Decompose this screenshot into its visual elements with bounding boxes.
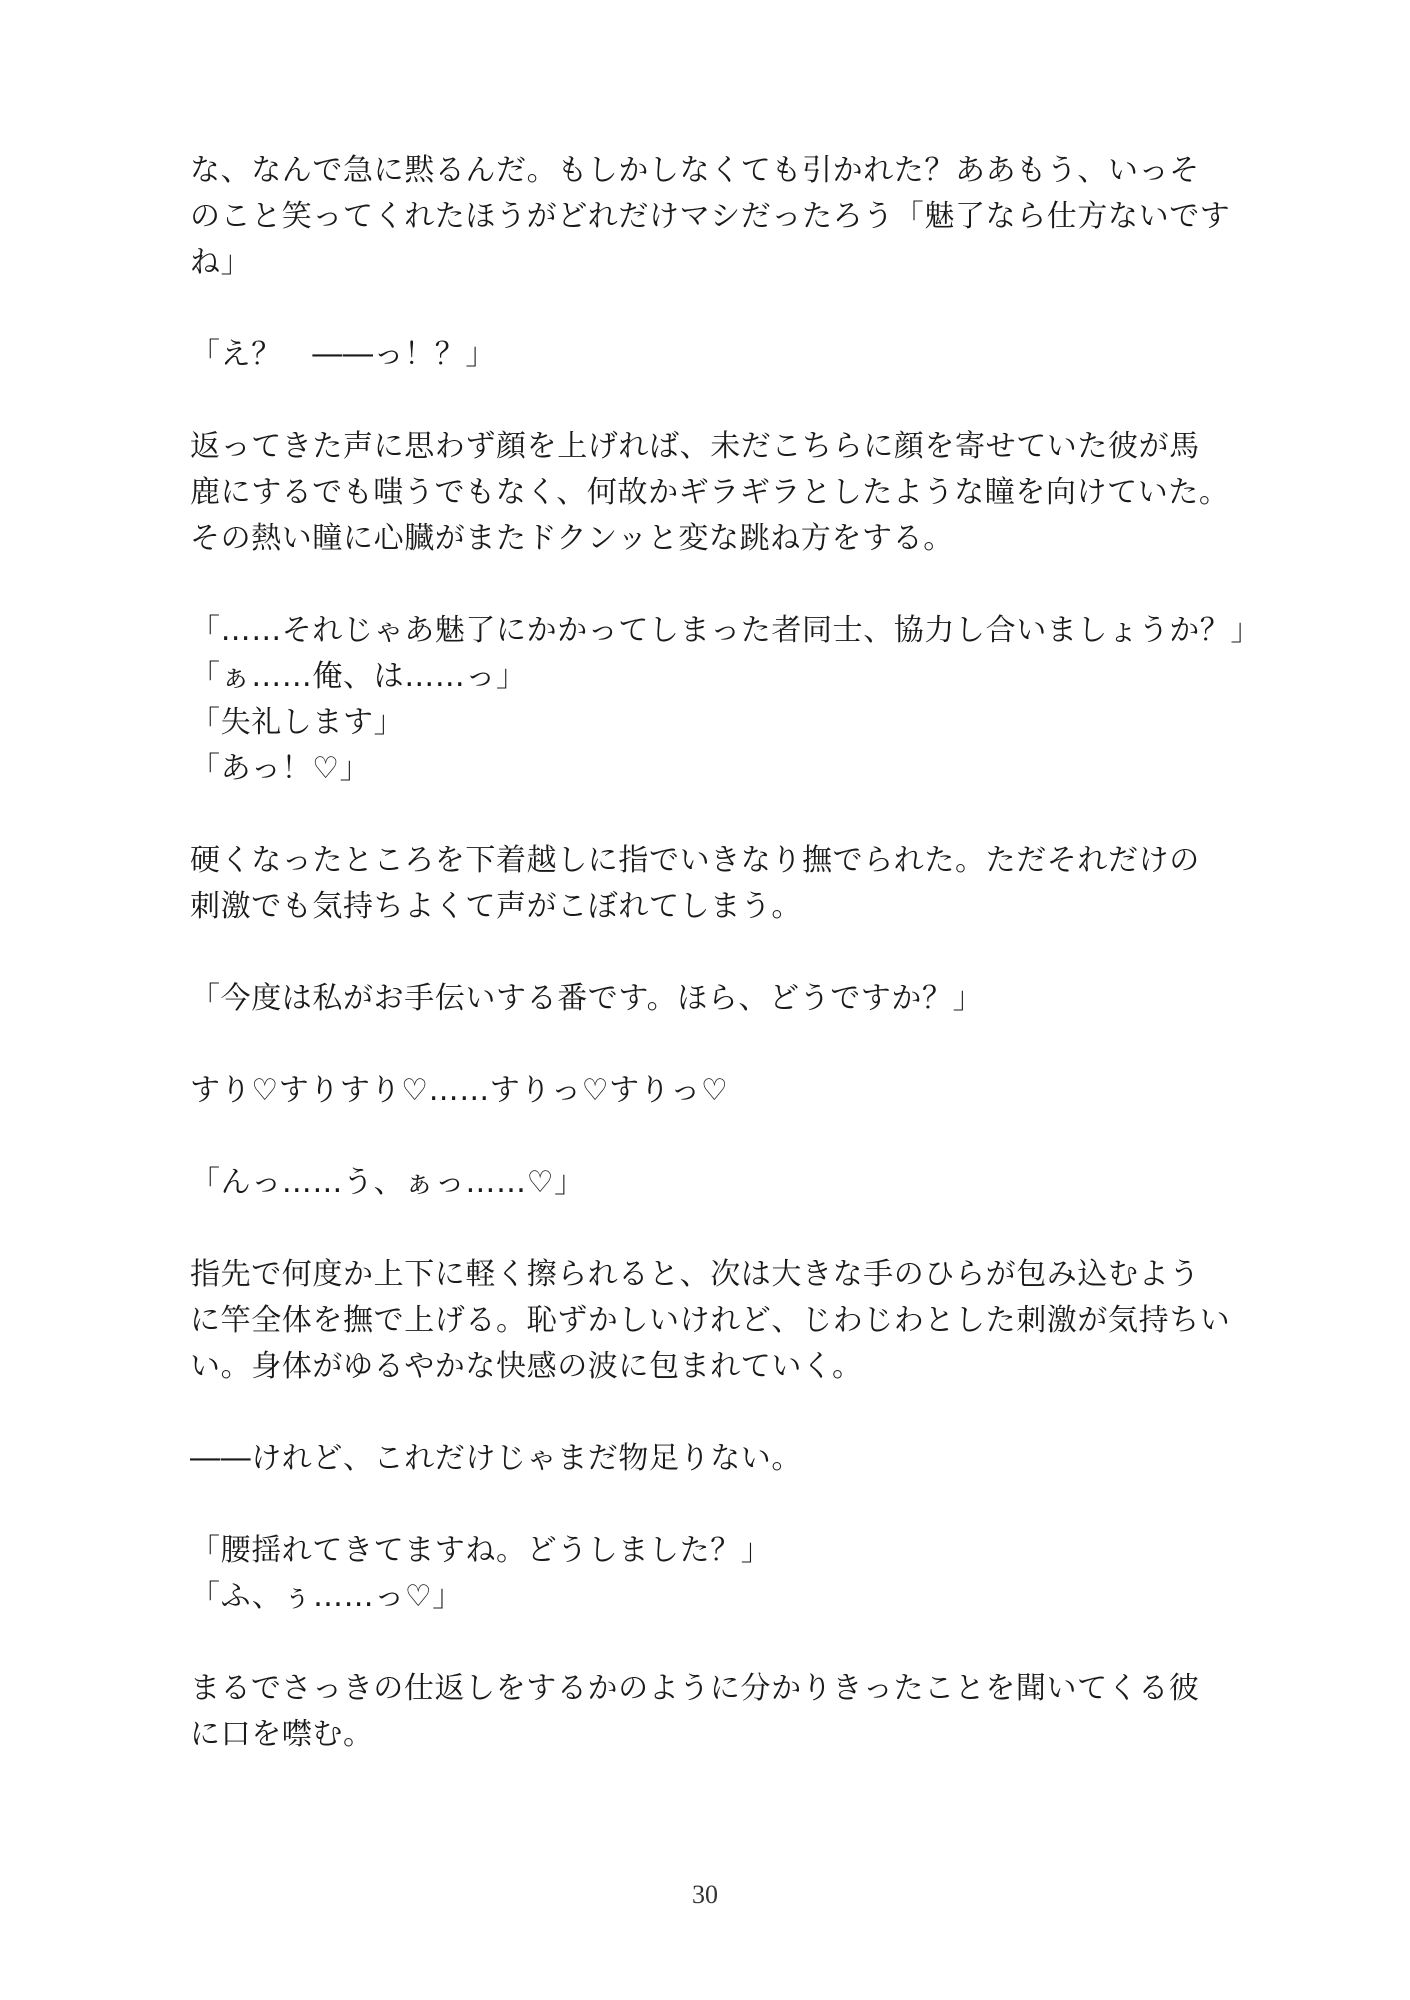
blank-line [190,930,1230,976]
text-line: 「今度は私がお手伝いする番です。ほら、どうですか？」 [190,981,984,1016]
blank-line [190,1114,1230,1160]
text-line: ――けれど、これだけじゃまだ物足りない。 [190,1441,802,1476]
blank-line [190,1482,1230,1528]
blank-line [190,562,1230,608]
blank-line [190,1206,1230,1252]
text-line: 「ぁ……俺、は……っ」 [190,659,527,694]
text-line: に口を噤む。 [190,1717,374,1752]
text-line: 「……それじゃあ魅了にかかってしまった者同士、協力し合いましょうか？」 [190,613,1261,648]
text-line: 「んっ……う、ぁっ……♡」 [190,1165,585,1200]
text-line: 「腰揺れてきてますね。どうしました？」 [190,1533,772,1568]
text-line: のこと笑ってくれたほうがどれだけマシだったろう「魅了なら仕方ないです [190,199,1231,234]
text-line: 刺激でも気持ちよくて声がこぼれてしまう。 [190,889,802,924]
text-line: 指先で何度か上下に軽く擦られると、次は大きな手のひらが包み込むよう [190,1257,1200,1292]
text-line: 硬くなったところを下着越しに指でいきなり撫でられた。ただそれだけの [190,843,1200,878]
text-line: 鹿にするでも嗤うでもなく、何故かギラギラとしたような瞳を向けていた。 [190,475,1230,510]
text-line: 返ってきた声に思わず顔を上げれば、未だこちらに顔を寄せていた彼が馬 [190,429,1200,464]
blank-line [190,378,1230,424]
text-line: まるでさっきの仕返しをするかのように分かりきったことを聞いてくる彼 [190,1671,1200,1706]
text-line: 「あっ！♡」 [190,751,371,786]
text-line: 「ふ、ぅ……っ♡」 [190,1579,463,1614]
blank-line [190,1620,1230,1666]
blank-line [190,286,1230,332]
blank-line [190,792,1230,838]
text-line: その熱い瞳に心臓がまたドクンッと変な跳ね方をする。 [190,521,954,556]
text-line: 「え？ ――っ！？」 [190,337,496,372]
text-line: い。身体がゆるやかな快感の波に包まれていく。 [190,1349,863,1384]
body-text [190,148,1261,1758]
text-line: すり♡すりすり♡……すりっ♡すりっ♡ [190,1073,729,1108]
text-line: に竿全体を撫で上げる。恥ずかしいけれど、じわじわとした刺激が気持ちい [190,1303,1231,1338]
text-line: な、なんで急に黙るんだ。もしかしなくても引かれた？ああもう、いっそ [190,153,1200,188]
blank-line [190,1390,1230,1436]
page-number: 30 [692,1880,718,1909]
blank-line [190,1022,1230,1068]
text-line: 「失礼します」 [190,705,405,740]
text-line: ね」 [190,245,252,280]
